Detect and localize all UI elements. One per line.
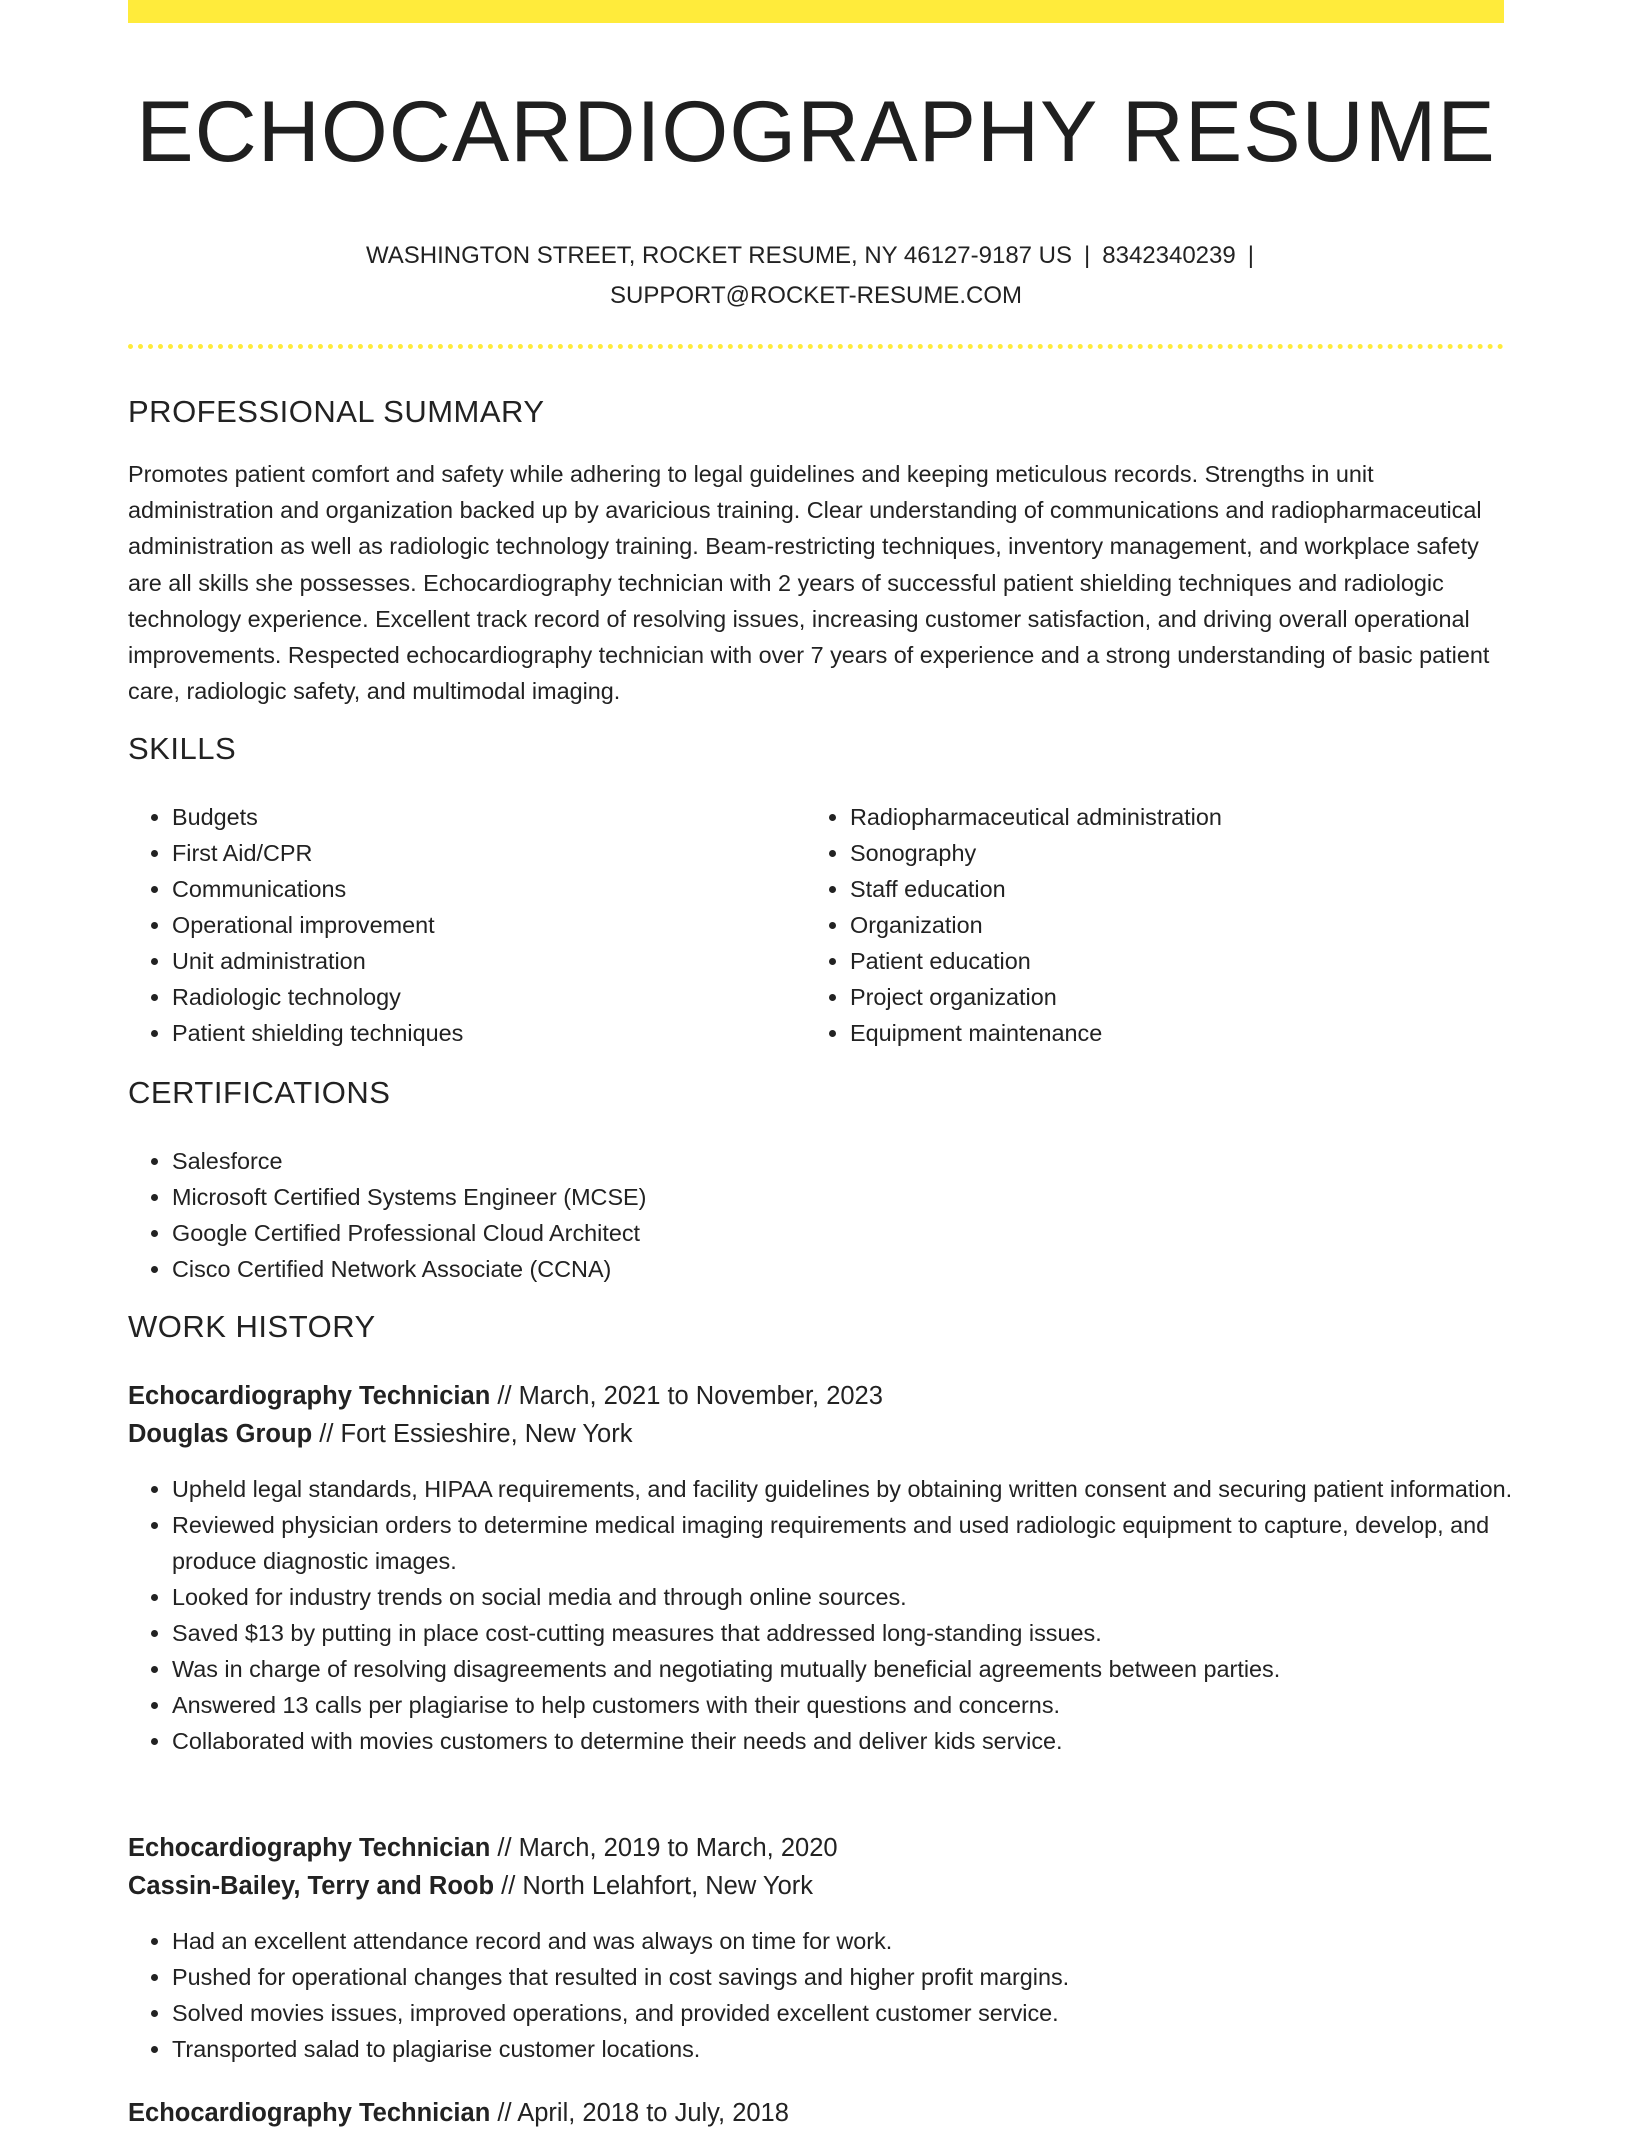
job-2-bullets (128, 1923, 1548, 2067)
skill-item: • Organization (850, 907, 1530, 943)
contact-separator: | (1247, 242, 1254, 269)
skill-item: • Unit administration (172, 943, 812, 979)
job-dates: // April, 2018 to July, 2018 (497, 2099, 789, 2127)
job-2-title-line (128, 1829, 1504, 1867)
job-bullet: • Reviewed physician orders to determine medical imaging requirements and used radiologic equipment to capture, develop, and produce diagnostic images. (172, 1507, 1548, 1579)
skill-item: • Staff education (850, 871, 1530, 907)
job-location: // North Lelahfort, New York (501, 1872, 813, 1900)
job-location: // Fort Essieshire, New York (319, 1420, 633, 1448)
job-bullet: • Upheld legal standards, HIPAA requirements, and facility guidelines by obtaining written consent and securing patient information. (172, 1471, 1548, 1507)
top-accent-bar (128, 0, 1504, 23)
job-dates: // March, 2021 to November, 2023 (497, 1382, 883, 1410)
job-bullet: • Transported salad to plagiarise customer locations. (172, 2031, 1548, 2067)
job-bullet: • Was in charge of resolving disagreements and negotiating mutually beneficial agreements between parties. (172, 1651, 1548, 1687)
job-1-bullets (128, 1471, 1548, 1759)
certification-item: • Google Certified Professional Cloud Architect (172, 1215, 1548, 1251)
certifications-list (128, 1143, 1548, 1287)
job-bullet: • Looked for industry trends on social media and through online sources. (172, 1579, 1548, 1615)
skill-item: • Radiologic technology (172, 979, 812, 1015)
skill-item: • Patient shielding techniques (172, 1015, 812, 1051)
contact-address: WASHINGTON STREET, ROCKET RESUME, NY 46127-9187 US (366, 242, 1073, 269)
job-bullet: • Solved movies issues, improved operations, and provided excellent customer service. (172, 1995, 1548, 2031)
section-heading-work-history: WORK HISTORY (128, 1309, 376, 1344)
skill-item: • Operational improvement (172, 907, 812, 943)
skill-item: • Patient education (850, 943, 1530, 979)
skill-item: • Communications (172, 871, 812, 907)
job-bullet: • Collaborated with movies customers to determine their needs and deliver kids service. (172, 1723, 1548, 1759)
section-heading-summary: PROFESSIONAL SUMMARY (128, 394, 545, 429)
skill-item: • First Aid/CPR (172, 835, 812, 871)
certification-item: • Cisco Certified Network Associate (CCNA) (172, 1251, 1548, 1287)
job-company: Douglas Group (128, 1420, 313, 1448)
job-bullet: • Had an excellent attendance record and was always on time for work. (172, 1923, 1548, 1959)
contact-separator: | (1084, 242, 1091, 269)
skill-item: • Project organization (850, 979, 1530, 1015)
summary-text: Promotes patient comfort and safety while adhering to legal guidelines and keeping meticulous records. Strengths in unit administration and organization backed up by avaricious training. Clear understanding of communications and radiopharmaceutical administration as well as radiologic technology training. Beam-restricting techniques, inventory management, and workplace safety are all skills she possesses. Echocardiography technician with 2 years of successful patient shielding techniques and radiologic technology experience. Excellent track record of resolving issues, increasing customer satisfaction, and driving overall operational improvements. Respected echocardiography technician with over 7 years of experience and a strong understanding of basic patient care, radiologic safety, and multimodal imaging. (128, 461, 1490, 705)
contact-info (128, 236, 1504, 316)
skills-list-left (128, 799, 812, 1051)
job-title: Echocardiography Technician (128, 1834, 491, 1862)
skill-item: • Equipment maintenance (850, 1015, 1530, 1051)
skill-item: • Budgets (172, 799, 812, 835)
job-1-company-line (128, 1415, 1504, 1453)
skill-item: • Radiopharmaceutical administration (850, 799, 1530, 835)
job-3-title-line-partial (128, 2094, 789, 2132)
contact-email: SUPPORT@ROCKET-RESUME.COM (610, 282, 1022, 309)
job-title: Echocardiography Technician (128, 2099, 491, 2127)
section-heading-certifications: CERTIFICATIONS (128, 1075, 391, 1110)
skills-list-right (806, 799, 1530, 1051)
job-1-title-line (128, 1377, 1504, 1415)
job-company: Cassin-Bailey, Terry and Roob (128, 1872, 495, 1900)
header-divider (128, 344, 1504, 349)
contact-phone: 8342340239 (1102, 242, 1236, 269)
skill-item: • Sonography (850, 835, 1530, 871)
job-dates: // March, 2019 to March, 2020 (497, 1834, 838, 1862)
certification-item: • Microsoft Certified Systems Engineer (MCSE) (172, 1179, 1548, 1215)
job-bullet: • Saved $13 by putting in place cost-cutting measures that addressed long-standing issues. (172, 1615, 1548, 1651)
document-title: ECHOCARDIOGRAPHY RESUME (136, 84, 1496, 180)
job-2-company-line (128, 1867, 1504, 1905)
certification-item: • Salesforce (172, 1143, 1548, 1179)
job-bullet: • Answered 13 calls per plagiarise to help customers with their questions and concerns. (172, 1687, 1548, 1723)
job-title: Echocardiography Technician (128, 1382, 491, 1410)
job-bullet: • Pushed for operational changes that resulted in cost savings and higher profit margins. (172, 1959, 1548, 1995)
section-heading-skills: SKILLS (128, 731, 237, 766)
